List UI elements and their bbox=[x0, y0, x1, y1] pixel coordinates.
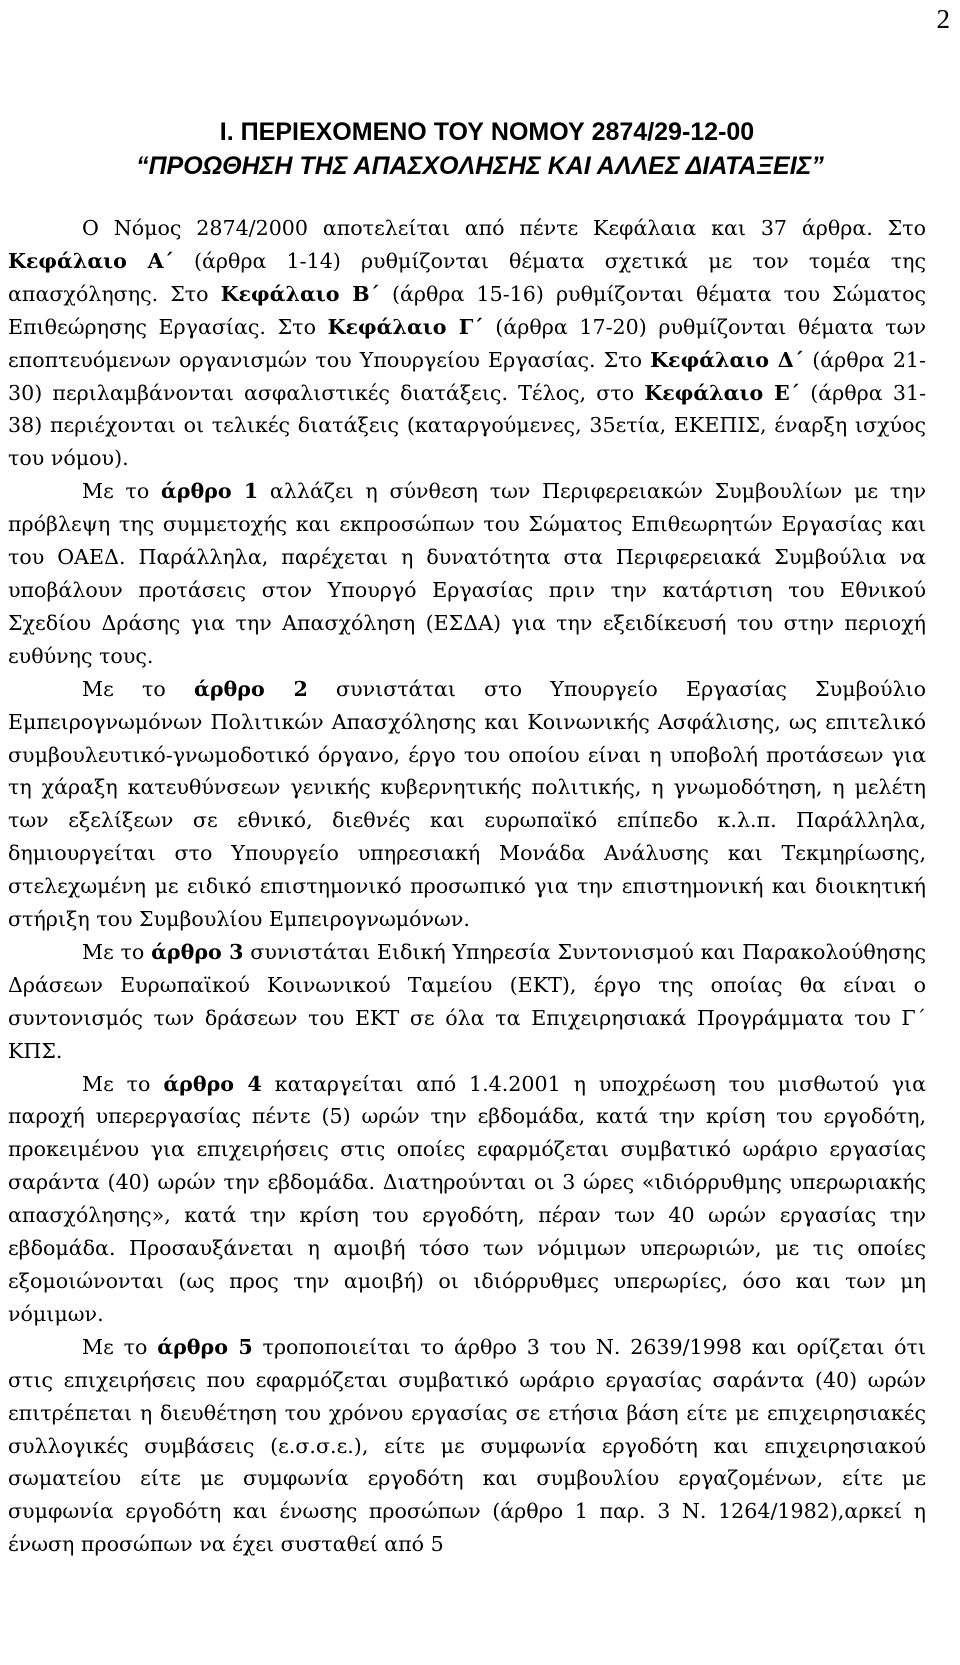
page-number: 2 bbox=[936, 4, 950, 34]
bold-run: άρθρο 3 bbox=[151, 939, 244, 964]
text-run: Με το bbox=[82, 479, 161, 504]
text-run: (άρθρα 1-14) ρυθμίζονται θέματα σχετικά με τον τομέα της απασχόλησης. Στο bbox=[8, 248, 926, 306]
bold-run: Κεφάλαιο Ε΄ bbox=[644, 380, 801, 405]
bold-run: Κεφάλαιο Α΄ bbox=[8, 248, 174, 273]
text-run: (άρθρα 31-38) περιέχονται οι τελικές διατάξεις (καταργούμενες, 35ετία, ΕΚΕΠΙΣ, έναρξη ισχύος του νόμου). bbox=[8, 380, 926, 471]
document-body bbox=[8, 212, 926, 1561]
title-line-2: “ΠΡΟΩΘΗΣΗ ΤΗΣ ΑΠΑΣΧΟΛΗΣΗΣ ΚΑΙ ΑΛΛΕΣ ΔΙΑΤΑΞΕΙΣ” bbox=[136, 152, 824, 180]
text-run: τροποποιείται το άρθρο 3 του Ν. 2639/1998 και ορίζεται ότι στις επιχειρήσεις που εφαρμόζεται συμβατικό ωράριο εργασίας σαράντα (40) ωρών επιτρέπεται η διευθέτηση του χρόνου εργασίας σε ετήσια βάση είτε με επιχειρησιακές συλλογικές συμβάσεις (ε.σ.σ.ε.), είτε με συμφωνία εργοδότη και επιχειρησιακού σωματείου είτε με συμφωνία εργοδότη και συμβουλίου εργαζομένων, είτε με συμφωνία εργοδότη και ένωσης προσώπων (άρθρο 1 παρ. 3 Ν. 1264/1982),αρκεί η ένωση προσώπων να έχει συσταθεί από 5 bbox=[8, 1334, 926, 1557]
text-run: Με το bbox=[82, 1071, 164, 1096]
text-run: Με το bbox=[82, 1334, 158, 1359]
bold-run: άρθρο 5 bbox=[157, 1334, 253, 1359]
paragraph-article-5 bbox=[8, 1331, 926, 1561]
bold-run: Κεφάλαιο Γ΄ bbox=[327, 314, 484, 339]
text-run: συνιστάται Ειδική Υπηρεσία Συντονισμού και Παρακολούθησης Δράσεων Ευρωπαϊκού Κοινωνικού Ταμείου (ΕΚΤ), έργο της οποίας θα είναι ο συντονισμός των δράσεων του ΕΚΤ σε όλα τα Επιχειρησιακά Προγράμματα του Γ΄ ΚΠΣ. bbox=[8, 939, 927, 1063]
text-run: Ο Νόμος 2874/2000 αποτελείται από πέντε Κεφάλαια και 37 άρθρα. Στο bbox=[82, 216, 926, 240]
paragraph-chapters-overview bbox=[8, 212, 926, 475]
text-run: Με το bbox=[82, 676, 194, 701]
paragraph-article-2 bbox=[8, 673, 926, 936]
bold-run: άρθρο 1 bbox=[160, 479, 259, 504]
title-line-1: Ι. ΠΕΡΙΕΧΟΜΕΝΟ ΤΟΥ ΝΟΜΟΥ 2874/29-12-00 bbox=[219, 118, 755, 146]
bold-run: άρθρο 4 bbox=[163, 1071, 262, 1096]
bold-run: Κεφάλαιο Δ΄ bbox=[650, 347, 805, 372]
bold-run: άρθρο 2 bbox=[193, 676, 308, 701]
text-run: Με το bbox=[82, 939, 152, 964]
text-run: αλλάζει η σύνθεση των Περιφερειακών Συμβουλίων με την πρόβλεψη της συμμετοχής και εκπροσώπων του Σώματος Επιθεωρητών Εργασίας και του ΟΑΕΔ. Παράλληλα, παρέχεται η δυνατότητα στα Περιφερειακά Συμβούλια να υποβάλουν προτάσεις στον Υπουργό Εργασίας πριν την κατάρτιση του Εθνικού Σχεδίου Δράσης για την Απασχόληση (ΕΣΔΑ) για την εξειδίκευσή του στην περιοχή ευθύνης τους. bbox=[8, 479, 926, 668]
text-run: συνιστάται στο Υπουργείο Εργασίας Συμβούλιο Εμπειρογνωμόνων Πολιτικών Απασχόλησης και Κοινωνικής Ασφάλισης, ως επιτελικό συμβουλευτικό-γνωμοδοτικό όργανο, έργο του οποίου είναι η υποβολή προτάσεων για τη χάραξη κατευθύνσεων γενικής κυβερνητικής πολιτικής, η γνωμοδότηση, η μελέτη των εξελίξεων σε εθνικό, διεθνές και ευρωπαϊκό επίπεδο κ.λ.π. Παράλληλα, δημιουργείται στο Υπουργείο υπηρεσιακή Μονάδα Ανάλυσης και Τεκμηρίωσης, στελεχωμένη με ειδικό επιστημονικό προσωπικό για την επιστημονική και διοικητική στήριξη του Συμβουλίου Εμπειρογνωμόνων. bbox=[8, 676, 926, 932]
document-title bbox=[0, 115, 960, 183]
text-run: (άρθρα 17-20) ρυθμίζονται θέματα των εποπτευόμενων οργανισμών του Υπουργείου Εργασίας. Στο bbox=[8, 314, 926, 372]
text-run: (άρθρα 15-16) ρυθμίζονται θέματα του Σώματος Επιθεώρησης Εργασίας. Στο bbox=[8, 281, 927, 339]
bold-run: Κεφάλαιο Β΄ bbox=[220, 281, 380, 306]
paragraph-article-3 bbox=[8, 936, 926, 1068]
paragraph-article-4 bbox=[8, 1068, 926, 1331]
paragraph-article-1 bbox=[8, 475, 926, 672]
text-run: (άρθρα 21-30) περιλαμβάνονται ασφαλιστικές διατάξεις. Τέλος, στο bbox=[8, 347, 926, 405]
text-run: καταργείται από 1.4.2001 η υποχρέωση του μισθωτού για παροχή υπερεργασίας πέντε (5) ωρών την εβδομάδα, κατά την κρίση του εργοδότη, προκειμένου για επιχειρήσεις στις οποίες εφαρμόζεται συμβατικό ωράριο εργασίας σαράντα (40) ωρών την εβδομάδα. Διατηρούνται οι 3 ώρες «ιδιόρρυθμης υπερωριακής απασχόλησης», κατά την κρίση του εργοδότη, πέραν των 40 ωρών εργασίας την εβδομάδα. Προσαυξάνεται η αμοιβή τόσο των νόμιμων υπερωριών, με τις οποίες εξομοιώνονται (ως προς την αμοιβή) οι ιδιόρρυθμες υπερωρίες, όσο και των μη νόμιμων. bbox=[8, 1071, 926, 1326]
